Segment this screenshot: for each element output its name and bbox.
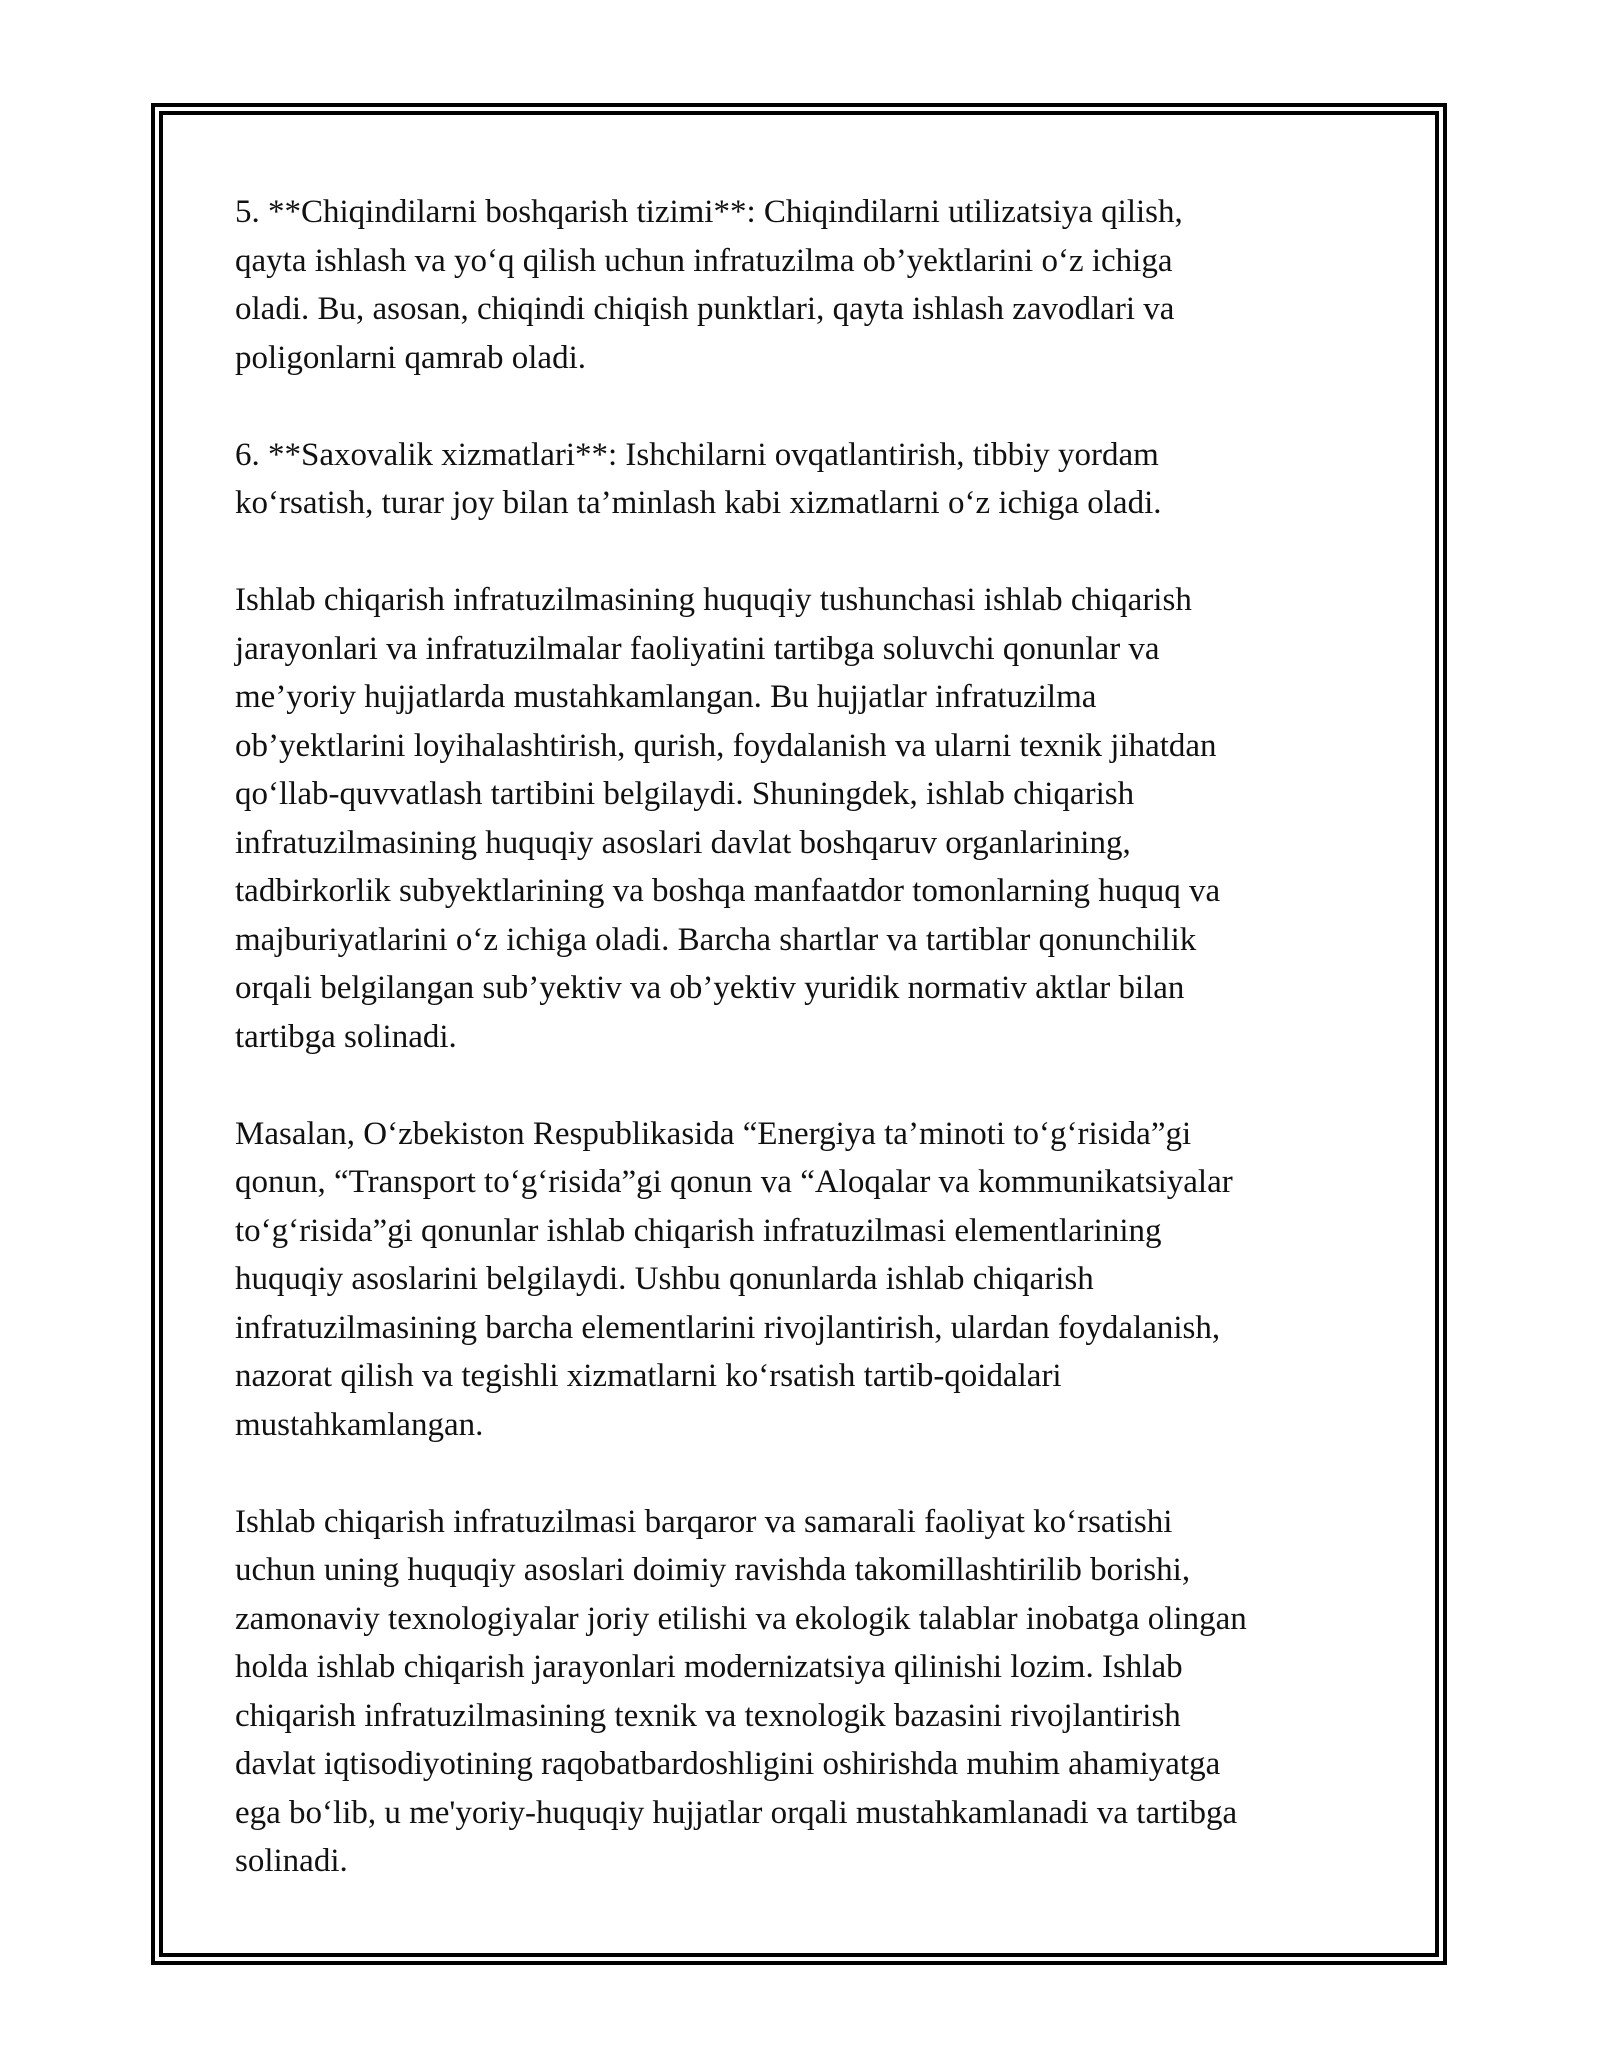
paragraph-waste-management: 5. **Chiqindilarni boshqarish tizimi**: Chiqindilarni utilizatsiya qilish, qayta ishlash va yo‘q qilish uchun infratuzilma ob’yektlarini o‘z ichiga oladi. Bu, asosan, chiqindi chiqish punktlari, qayta ishlash zavodlari va poligonlarni qamrab oladi. bbox=[235, 194, 1183, 376]
paragraph-laws-example: Masalan, O‘zbekiston Respublikasida “Energiya ta’minoti to‘g‘risida”gi qonun, “Transport to‘g‘risida”gi qonun va “Aloqalar va kommunikatsiyalar to‘g‘risida”gi qonunlar ishlab chiqarish infratuzilmasi elementlarining huquqiy asoslarini belgilaydi. Ushbu qonunlarda ishlab chiqarish infratuzilmasining barcha elementlarini rivojlantirish, ulardan foydalanish, nazorat qilish va tegishli xizmatlarni ko‘rsatish tartib-qoidalari mustahkamlangan. bbox=[235, 1115, 1233, 1443]
paragraph-legal-concept: Ishlab chiqarish infratuzilmasining huquqiy tushunchasi ishlab chiqarish jarayonlari va infratuzilmalar faoliyatini tartibga soluvchi qonunlar va me’yoriy hujjatlarda mustahkamlangan. Bu hujjatlar infratuzilma ob’yektlarini loyihalashtirish, qurish, foydalanish va ularni texnik jihatdan qo‘llab-quvvatlash tartibini belgilaydi. Shuningdek, ishlab chiqarish infratuzilmasining huquqiy asoslari davlat boshqaruv organlarining, tadbirkorlik subyektlarining va boshqa manfaatdor tomonlarning huquq va majburiyatlarini o‘z ichiga oladi. Barcha shartlar va tartiblar qonunchilik orqali belgilangan sub’yektiv va ob’yektiv yuridik normativ aktlar bilan tartibga solinadi. bbox=[235, 582, 1221, 1055]
paragraph-conclusion: Ishlab chiqarish infratuzilmasi barqaror va samarali faoliyat ko‘rsatishi uchun uning huquqiy asoslari doimiy ravishda takomillashtirilib borishi, zamonaviy texnologiyalar joriy etilishi va ekologik talablar inobatga olingan holda ishlab chiqarish jarayonlari modernizatsiya qilinishi lozim. Ishlab chiqarish infratuzilmasining texnik va texnologik bazasini rivojlantirish davlat iqtisodiyotining raqobatbardoshligini oshirishda muhim ahamiyatga ega bo‘lib, u me'yoriy-huquqiy hujjatlar orqali mustahkamlanadi va tartibga solinadi. bbox=[235, 1503, 1247, 1879]
document-body bbox=[235, 188, 1375, 1886]
paragraph-welfare-services: 6. **Saxovalik xizmatlari**: Ishchilarni ovqatlantirish, tibbiy yordam ko‘rsatish, turar joy bilan ta’minlash kabi xizmatlarni o‘z ichiga oladi. bbox=[235, 436, 1162, 521]
